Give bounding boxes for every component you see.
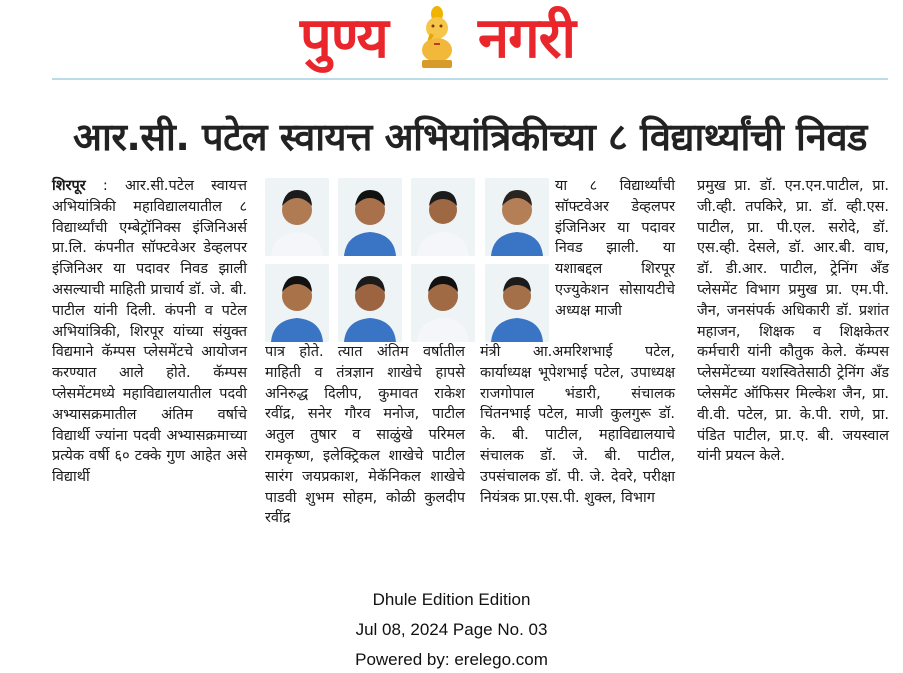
student-portrait-icon: [411, 178, 475, 256]
header-rule: [52, 78, 888, 80]
student-portrait-icon: [338, 264, 402, 342]
newspaper-logo[interactable]: [300, 4, 605, 74]
article-column-2-bottom: [480, 342, 675, 508]
article-headline: आर.सी. पटेल स्वायत्त अभियांत्रिकीच्या ८ विद्यार्थ्यांची निवड: [73, 115, 867, 159]
column-2a-text: या ८ विद्यार्थ्यांची सॉफ्टवेअर डेव्हलपर इंजिनिअर या पदावर निवड झाली. या यशाबद्दल शिरपूर एज्युकेशन सोसायटीचे अध्यक्ष माजी: [555, 178, 675, 319]
article-column-3: [697, 176, 889, 467]
footer-date-page: Jul 08, 2024 Page No. 03: [355, 620, 548, 639]
logo-text-part1: पुण्य: [300, 6, 388, 71]
student-photo-grid: [265, 176, 555, 342]
student-portrait-icon: [485, 264, 549, 342]
column-1-text: : आर.सी.पटेल स्वायत्त अभियांत्रिकी महाविद्यालयातील ८ विद्यार्थ्यांची एम्बेट्रॉनिक्स इंजिनिअर्स प्रा.लि. कंपनीत सॉफ्टवेअर डेव्हलपर इंजिनिअर या पदावर निवड झाली असल्याची माहिती प्राचार्य डॉ. जे. बी. पाटील यांनी दिली. कंपनी व पटेल अभियांत्रिकी, शिरपूर यांच्या संयुक्त विद्यमाने कॅम्पस प्लेसमेंटचे आयोजन करण्यात आले होते. कॅम्पस प्लेसमेंटमध्ये महाविद्यालयातील पदवी अभ्यासक्रमातील अंतिम वर्षाचे विद्यार्थी ज्यांना पदवी अभ्यासक्रमाच्या प्रत्येक वर्षी ६० टक्के गुण आहेत असे विद्यार्थी: [52, 178, 247, 486]
footer-edition: Dhule Edition Edition: [372, 590, 531, 609]
student-portrait-icon: [411, 264, 475, 342]
column-mid-text: पात्र होते. त्यात अंतिम वर्षातील माहिती व तंत्रज्ञान शाखेचे हापसे अनिरुद्ध दिलीप, कुमावत राकेश रवींद्र, सनेर गौरव मनोज, पाटील अतुल तुषार व साळुंखे परिमल रामकृष्ण, इलेक्ट्रिकल शाखेचे पाटील सारंग जयप्रकाश, मेकॅनिकल शाखेचे पाडवी शुभम सोहम, कोळी कुलदीप रवींद्र: [265, 344, 465, 527]
column-3-text: प्रमुख प्रा. डॉ. एन.एन.पाटील, प्रा. जी.व्ही. तपकिरे, प्रा. डॉ. व्ही.एस. पाटील, प्रा. पी.एल. सरोदे, डॉ. एस.व्ही. देसले, डॉ. आर.बी. वाघ, डॉ. डी.आर. पाटील, ट्रेनिंग अँड प्लेसमेंट विभाग प्रमुख प्रा. एम.पी. जैन, जनसंपर्क अधिकारी डॉ. प्रशांत महाजन, शिक्षक व शिक्षकेतर कर्मचारी यांनी कौतुक केले. कॅम्पस प्लेसमेंटच्या यशस्वितेसाठी ट्रेनिंग अँड प्लेसमेंट ऑफिसर मिल्केश जैन, प्रा. वी.वी. पटेल, प्रा. के.पी. राणे, प्रा. पंडित पाटील, प्रा.ए. बी. जयस्वाल यांनी प्रयत्न केले.: [697, 178, 889, 465]
logo-text-part2: नगरी: [478, 6, 576, 71]
article-column-mid: [265, 342, 465, 529]
student-portrait-icon: [338, 178, 402, 256]
student-portrait-icon: [265, 264, 329, 342]
student-portrait-icon: [485, 178, 549, 256]
footer-powered-by[interactable]: Powered by: erelego.com: [355, 650, 548, 669]
article-column-2-top: [555, 176, 675, 322]
masthead: [0, 0, 903, 78]
dateline: शिरपूर: [52, 178, 86, 194]
student-portrait-icon: [265, 178, 329, 256]
column-2b-text: मंत्री आ.अमरिशभाई पटेल, कार्याध्यक्ष भूपेशभाई पटेल, उपाध्यक्ष राजगोपाल भंडारी, संचालक चिंतनभाई पटेल, माजी कुलगुरू डॉ. के. बी. पाटील, महाविद्यालयाचे संचालक डॉ. जे. बी. पाटील, उपसंचालक डॉ. पी. जे. देवरे, परीक्षा नियंत्रक प्रा.एस.पी. शुक्ल, विभाग: [480, 344, 675, 506]
article-column-1: [52, 176, 247, 488]
ganesh-idol-icon: [412, 4, 462, 70]
